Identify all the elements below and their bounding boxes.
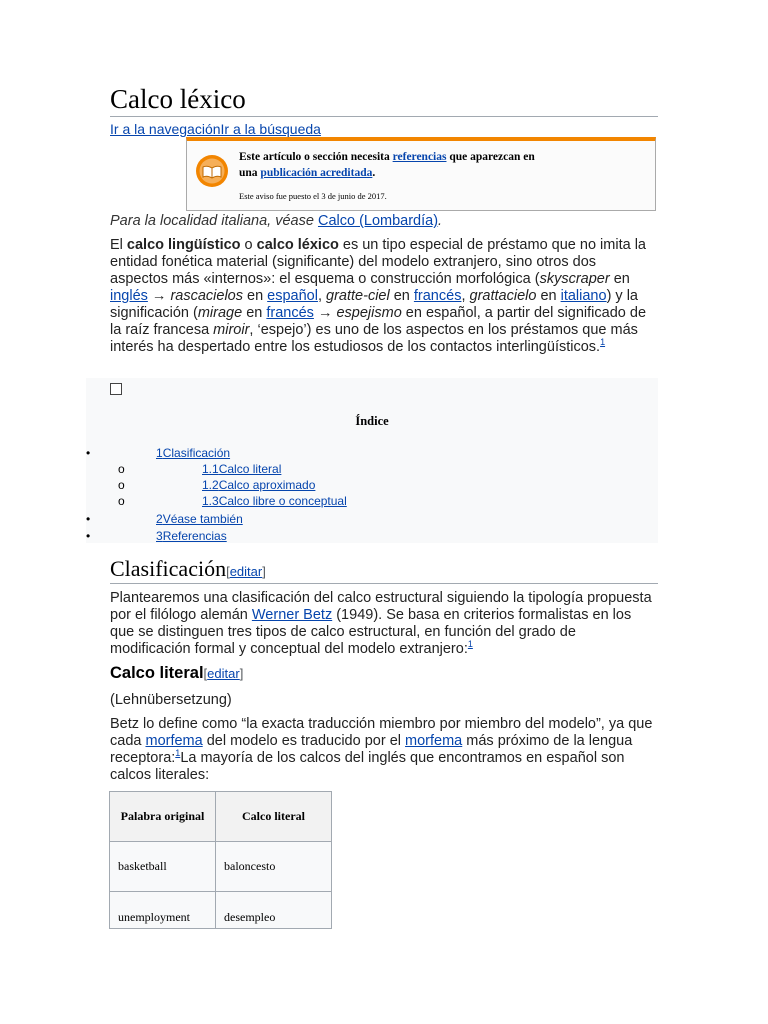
toc-bullet-disc: • — [86, 529, 91, 543]
hatnote — [110, 213, 442, 229]
toc-item-vease-tambien[interactable]: 2Véase también — [156, 512, 243, 526]
references-notice-box — [186, 137, 656, 211]
table-cell: baloncesto — [216, 842, 332, 892]
toc-bullet-disc: • — [86, 512, 91, 526]
italiano-link[interactable]: italiano — [560, 288, 607, 304]
references-link[interactable]: referencias — [392, 151, 447, 163]
jump-to-navigation-link[interactable]: Ir a la navegación — [110, 121, 221, 137]
toc-item-calco-literal[interactable]: 1.1Calco literal — [202, 462, 282, 476]
german-term: (Lehnübersetzung) — [110, 692, 232, 708]
espanol-link[interactable]: español — [267, 288, 318, 304]
page-title: Calco léxico — [110, 84, 246, 114]
edit-calco-literal-link[interactable]: editar — [207, 666, 240, 681]
accredited-publication-link[interactable]: publicación acreditada — [260, 167, 373, 179]
heading-clasificacion: Clasificación[editar] — [110, 556, 266, 581]
frances-link[interactable]: francés — [413, 288, 462, 304]
reference-1-link[interactable]: 1 — [600, 337, 606, 348]
table-header-row — [110, 792, 332, 842]
toc-toggle-checkbox[interactable] — [110, 383, 122, 395]
morfema-link-2[interactable]: morfema — [405, 733, 463, 749]
notice-line-1-end: que aparezcan en — [446, 151, 535, 163]
toc-bullet-circle: o — [118, 494, 125, 508]
toc-item-referencias[interactable]: 3Referencias — [156, 529, 227, 543]
toc-bullet-circle: o — [118, 462, 125, 476]
toc-heading: Índice — [355, 414, 389, 428]
table-cell: basketball — [110, 842, 216, 892]
title-divider — [110, 116, 658, 117]
notice-line-2: una — [239, 167, 261, 179]
toc-bullet-circle: o — [118, 478, 125, 492]
jump-links — [110, 121, 321, 137]
edit-clasificacion-link[interactable]: editar — [229, 564, 263, 579]
clasificacion-paragraph: Plantearemos una clasificación del calco estructural siguiendo la tipología propuesta por el filólogo alemán Werner Betz (1949). Se basa en criterios formalistas en los que se distinguen tres tipos de calco estructural, en función del grado de modificación formal y conceptual del modelo extranjero:$^1$ — [110, 590, 652, 657]
table-row — [110, 842, 332, 892]
werner-betz-link[interactable]: Werner Betz — [251, 607, 333, 623]
intro-paragraph: El calco lingüístico o calco léxico es un tipo especial de préstamo que no imita la entidad fonética material (significante) del modelo extranjero, sino otros dos aspectos más «internos»: el esquema o construcción morfológica (skyscraper en inglés → rascacielos en español, gratte-ciel en francés, grattacielo en italiano) y la significación (mirage en francés → espejismo en español, a partir del significado de la raíz francesa miroir, ‘espejo’) es uno de los aspectos en los préstamos que más interés ha despertado entre los estudiosos de los contactos interlingüísticos.$^1$ — [110, 237, 647, 355]
frances-link-2[interactable]: francés — [266, 305, 314, 321]
morfema-link[interactable]: morfema — [145, 733, 203, 749]
table-cell: unemployment — [110, 892, 216, 929]
term-calco-lexico: calco léxico — [256, 237, 339, 253]
edit-section-link-wrapper: [editar] — [203, 666, 244, 681]
calco-literal-paragraph: Betz lo define como “la exacta traducción miembro por miembro del modelo”, ya que cada morfema del modelo es traducido por el morfema más próximo de la lengua receptora:$^1$La mayoría de los calcos del inglés que encontramos en español son calcos literales: — [110, 716, 653, 783]
ingles-link[interactable]: inglés — [110, 288, 148, 304]
toc-bullet-disc: • — [86, 446, 91, 460]
table-of-contents — [86, 378, 658, 543]
heading-calco-literal: Calco literal[editar] — [110, 664, 244, 682]
calco-literal-table — [109, 791, 332, 929]
table-header-cell: Calco literal — [216, 792, 332, 842]
notice-line-2-end: . — [372, 167, 376, 179]
calco-lombardia-link[interactable]: Calco (Lombardía) — [317, 213, 439, 229]
jump-to-search-link[interactable]: Ir a la búsqueda — [220, 121, 321, 137]
section-divider — [110, 583, 658, 584]
toc-item-calco-libre[interactable]: 1.3Calco libre o conceptual — [202, 494, 347, 508]
hatnote-end: . — [438, 213, 443, 229]
notice-line-1: Este artículo o sección necesita — [239, 151, 393, 163]
toc-item-clasificacion[interactable]: 1Clasificación — [156, 446, 231, 460]
table-row — [110, 892, 332, 929]
reference-1-link[interactable]: 1 — [175, 748, 181, 759]
reference-1-link[interactable]: 1 — [467, 639, 473, 650]
hatnote-text: Para la localidad italiana, véase — [110, 213, 318, 229]
notice-date: Este aviso fue puesto el 3 de junio de 2017. — [239, 191, 387, 201]
term-calco-linguistico: calco lingüístico — [126, 237, 241, 253]
toc-item-calco-aproximado[interactable]: 1.2Calco aproximado — [202, 478, 316, 492]
table-header-cell: Palabra original — [110, 792, 216, 842]
edit-section-link-wrapper: [editar] — [226, 564, 266, 579]
notice-text — [239, 149, 639, 204]
book-icon — [195, 154, 229, 188]
table-cell: desempleo — [216, 892, 332, 929]
